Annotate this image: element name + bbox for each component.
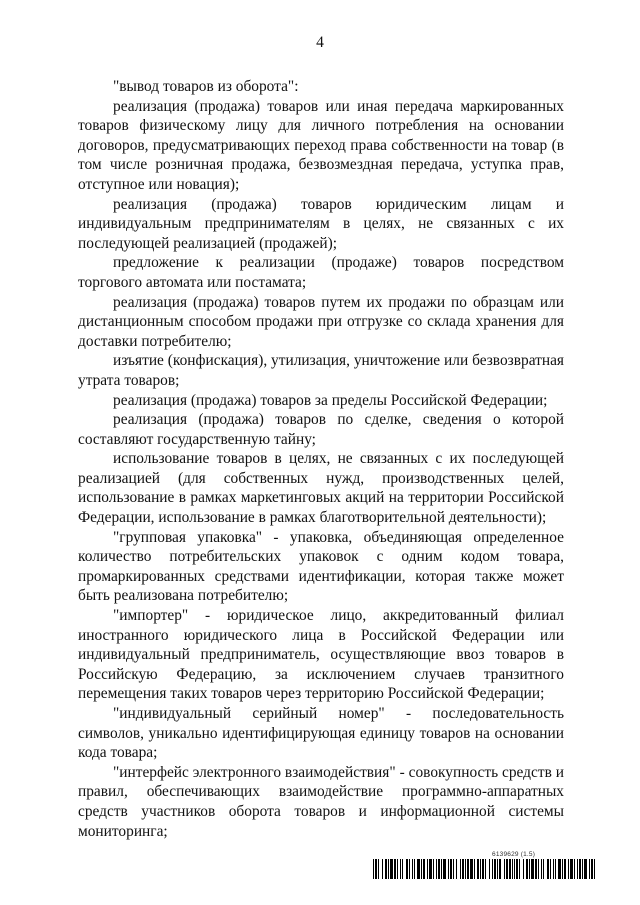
page-number: 4 [316,34,324,51]
document-body [78,77,564,841]
barcode-gap [595,859,597,879]
paragraph-term-importer: "импортер" - юридическое лицо, аккредитованный филиал иностранного юридического лица в Российской Федерации или индивидуальный предприниматель, осуществляющие ввоз товаров в Российскую Федерацию, за исключением случаев транзитного перемещения таких товаров через территорию Российской Федерации; [78,607,564,703]
paragraph-confiscation: изъятие (конфискация), утилизация, уничтожение или безвозвратная утрата товаров; [78,352,564,389]
barcode [373,859,597,879]
paragraph-term-interface: "интерфейс электронного взаимодействия" - совокупность средств и правил, обеспечивающих взаимодействие программно-аппаратных средств участников оборота товаров и информационной системы мониторинга; [78,763,564,840]
paragraph-term-group-package: "групповая упаковка" - упаковка, объединяющая определенное количество потребительских упаковок с одним кодом товара, промаркированных средствами идентификации, которая также может быть реализована потребителю; [78,528,564,605]
paragraph-sale-to-legal-entities: реализация (продажа) товаров юридическим лицам и индивидуальным предпринимателям в целях, не связанных с их последующей реализацией (продажей); [78,195,564,252]
paragraph-vending-machine: предложение к реализации (продаже) товаров посредством торгового автомата или постамата; [78,254,564,291]
paragraph-remote-sale: реализация (продажа) товаров путем их продажи по образцам или дистанционным способом продажи при отгрузке со склада хранения для доставки потребителю; [78,293,564,350]
paragraph-term-goods-withdrawal: "вывод товаров из оборота": [113,78,299,95]
document-code: 6139629 (1.5) [492,851,536,858]
paragraph-own-use: использование товаров в целях, не связанных с их последующей реализацией (для собственных нужд, производственных целей, использование в рамках маркетинговых акций на территории Российской Федерации, использование в рамках благотворительной деятельности); [78,450,564,527]
paragraph-retail-sale: реализация (продажа) товаров или иная передача маркированных товаров физическому лицу для личного потребления на основании договоров, предусматривающих переход права собственности на товар (в том числе розничная продажа, безвозмездная передача, уступка прав, отступное или новация); [78,97,564,193]
paragraph-export-sale: реализация (продажа) товаров за пределы Российской Федерации; [113,391,548,409]
paragraph-state-secret-sale: реализация (продажа) товаров по сделке, сведения о которой составляют государственную тайну; [78,411,564,448]
paragraph-term-serial-number: "индивидуальный серийный номер" - последовательность символов, уникально идентифицирующая единицу товаров на основании кода товара; [78,705,564,762]
